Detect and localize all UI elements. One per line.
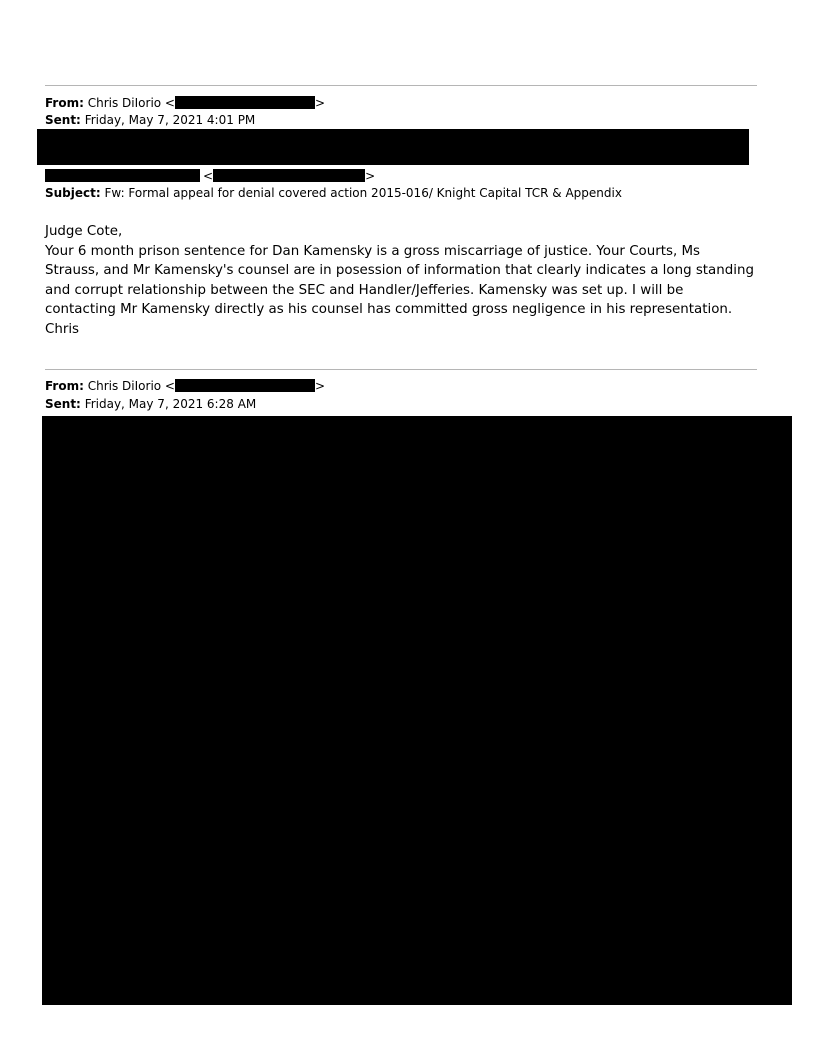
email1-sent-value: Friday, May 7, 2021 4:01 PM — [84, 113, 256, 127]
email2-sent-label: Sent: — [45, 397, 81, 411]
redacted-email-address — [175, 379, 315, 392]
email1-cc-lt: < — [203, 169, 214, 183]
redacted-email-body-block — [42, 416, 792, 1005]
redacted-name — [45, 169, 200, 182]
email1-subject-line — [45, 185, 622, 201]
email1-sent-label: Sent: — [45, 113, 81, 127]
email2-sent-line — [45, 396, 256, 412]
email2-from-label: From: — [45, 379, 84, 393]
redacted-email-address — [213, 169, 365, 182]
email1-cc-line — [45, 168, 375, 184]
email1-from-name: Chris DiIorio < — [87, 96, 175, 110]
email1-subject-label: Subject: — [45, 186, 101, 200]
email2-from-close: > — [315, 379, 326, 393]
email1-signature: Chris — [45, 321, 80, 337]
email1-from-label: From: — [45, 96, 84, 110]
email2-sent-value: Friday, May 7, 2021 6:28 AM — [84, 397, 257, 411]
email1-paragraph: Your 6 month prison sentence for Dan Kamensky is a gross miscarriage of justice. Your Courts, Ms Strauss, and Mr Kamensky's counsel are in posession of information that clearly indicates a long standing and corrupt relationship between the SEC and Handler/Jefferies. Kamensky was set up. I will be contacting Mr Kamensky directly as his counsel has committed gross negligence in his representation. — [45, 243, 754, 317]
email1-body — [45, 222, 757, 339]
email2-from-line — [45, 378, 325, 394]
separator-rule-top — [45, 85, 757, 86]
redacted-recipients-block — [37, 129, 749, 165]
email1-salutation: Judge Cote, — [45, 224, 123, 239]
email1-from-line — [45, 95, 325, 111]
separator-rule-middle — [45, 369, 757, 370]
email1-cc-gt: > — [365, 169, 376, 183]
email1-sent-line — [45, 112, 255, 128]
redacted-email-address — [175, 96, 315, 109]
email1-from-close: > — [315, 96, 326, 110]
email2-from-name: Chris DiIorio < — [87, 379, 175, 393]
email1-subject-value: Fw: Formal appeal for denial covered action 2015-016/ Knight Capital TCR & Appendix — [104, 186, 622, 200]
